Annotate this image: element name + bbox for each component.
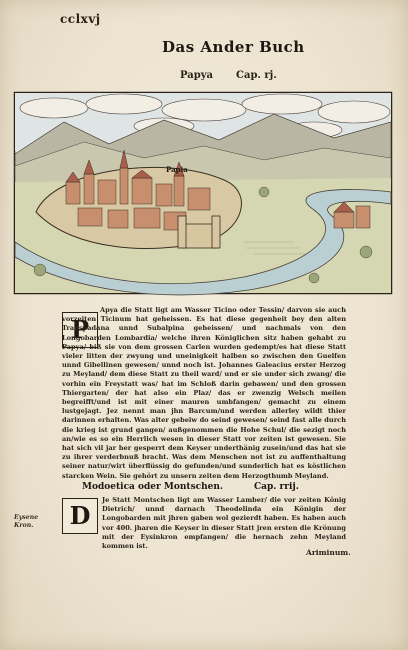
woodcut-illustration (14, 92, 392, 294)
drop-cap-d: D (62, 498, 98, 534)
section-chapter-label: Cap. rrij. (254, 482, 299, 492)
page-number: cclxvj (60, 12, 101, 26)
city-label: Papia (166, 165, 188, 174)
catchword: Ariminum. (306, 548, 351, 557)
section-title-papya: Papya (180, 70, 214, 81)
section-heading-modoetica: Modoetica oder Montschen. (82, 482, 224, 492)
modoetica-paragraph: Je Statt Montschen ligt am Wasser Lamber/ die vor zeiten König Dietrich/ unnd darnach Theodelinda ein Königin der Longobarden mit jhren gaben wol gezierdt haben. Es haben auch vor 400. jharen die Keyser in dieser Statt jren ersten die Krönung mit der Eysinkron empfangen/ die hernach zehn Meyland kommen ist. (102, 496, 346, 551)
papya-paragraph: Apya die Statt ligt am Wasser Ticino oder Tessin/ darvon sie auch vorzeiten Ticinum hat geheissen. Es hat diese gegenheit bey den alten Transpadana unnd Subalpina geheissen/ und nachmals von den Longobarden Lombardia/ welche ihren Königlichen sitz haben gehabt zu Papya/ biß sie von dem grossen Carlen wurden gedempt/es hat diese Statt vieler litten der zwyung und uneinigkeit halben so zwischen den Guelfen unnd Gibellinen gewesen/ unnd noch ist. Johannes Galeacius erster Herzog zu Meyland/ dem diese Statt zu theil ward/ und er sie under sich zwang/ die vorhin ein Freystatt was/ hat im Schloß darin gebawen/ und den grossen Thiergarten/ der hat also ein Plaz/ das er zwenzig Welsch meilen begreifft/und ist mit einer mauren umbfangen/ gemacht zu einem lustgejagt. Jez nennt man jhn Barcum/und werden allerley wildt thier darinnen erhalten. Was alter gebeiw do seind gewesen/ seind fast alle durch die krieg ist grund gangen/ außgenommen die Hohe Schul/ die sezigt noch an/wie es so ein Herrlich wesen in dieser Statt vor zeiten ist gewesen. Sie hat sich vil jar her gesperrt dem Keyser underthänig zusein/und das hat sie zu ihrer verderbnuß bracht. Was dem Menschen not ist zu auffenthaltung seiner natur/wirt überflüssig do gefunden/und sunderlich hat es köstlichen starcken Wein. Sie gehört zu unsern zeiten dem Herzogthumb Meyland. (62, 306, 346, 480)
drop-cap-p: P (62, 312, 98, 348)
margin-note-eysene-kron: Eysene Kron. (14, 514, 39, 529)
woodcut-city-view (14, 92, 392, 294)
book-title: Das Ander Buch (162, 38, 305, 56)
chapter-label: Cap. rj. (236, 70, 277, 81)
